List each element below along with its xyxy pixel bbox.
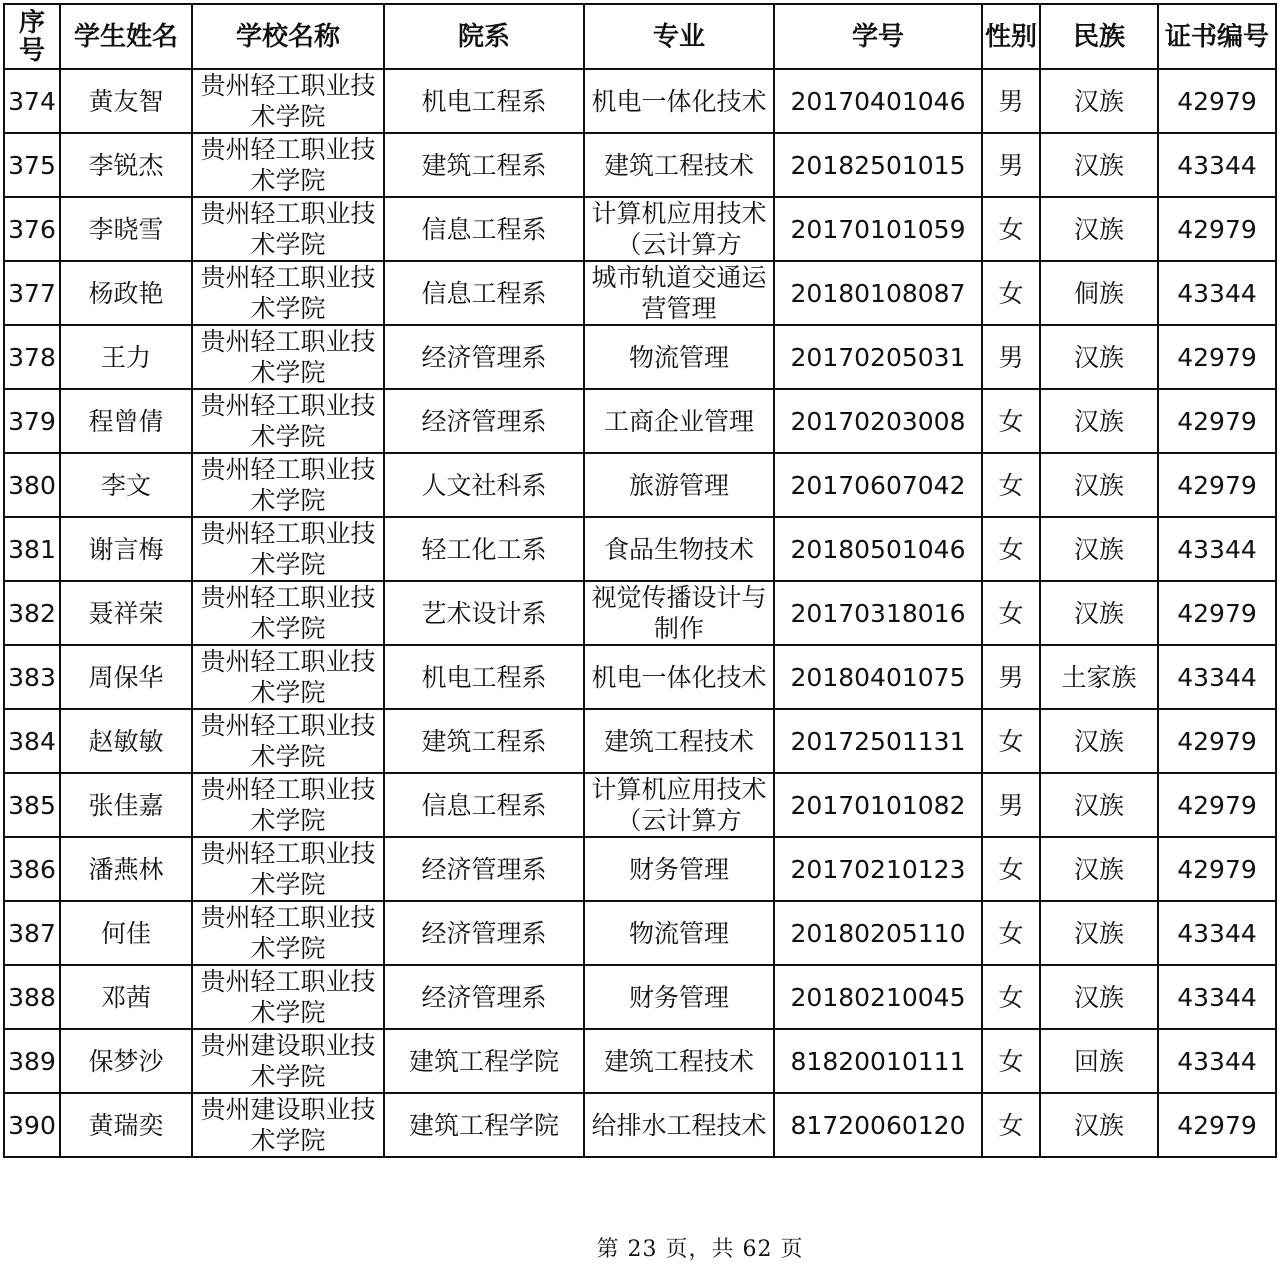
cell-name: 李锐杰	[60, 133, 192, 197]
cell-gender: 男	[982, 773, 1040, 837]
cell-major	[584, 197, 774, 261]
cell-department: 经济管理系	[384, 965, 584, 1029]
cell-name: 王力	[60, 325, 192, 389]
cell-ethnicity: 汉族	[1040, 773, 1158, 837]
cell-name: 李晓雪	[60, 197, 192, 261]
cell-school-text: 贵州轻工职业技术学院	[200, 647, 376, 707]
header-department: 院系	[384, 4, 584, 69]
cell-ethnicity: 汉族	[1040, 389, 1158, 453]
cell-department: 经济管理系	[384, 837, 584, 901]
cell-department: 经济管理系	[384, 325, 584, 389]
cell-gender: 男	[982, 645, 1040, 709]
cell-ethnicity: 汉族	[1040, 1093, 1158, 1157]
cell-major	[584, 453, 774, 517]
cell-student-id: 20182501015	[774, 133, 982, 197]
table-row	[4, 389, 1276, 453]
cell-major	[584, 901, 774, 965]
cell-name: 赵敏敏	[60, 709, 192, 773]
cell-department: 建筑工程系	[384, 709, 584, 773]
cell-major-text: 建筑工程技术	[603, 726, 754, 756]
cell-certificate: 42979	[1158, 581, 1276, 645]
cell-major	[584, 709, 774, 773]
cell-major	[584, 261, 774, 325]
cell-gender: 女	[982, 1029, 1040, 1093]
table-row	[4, 69, 1276, 133]
table-row	[4, 197, 1276, 261]
cell-ethnicity: 汉族	[1040, 69, 1158, 133]
cell-department: 信息工程系	[384, 197, 584, 261]
cell-department: 信息工程系	[384, 261, 584, 325]
cell-certificate: 42979	[1158, 709, 1276, 773]
cell-department: 经济管理系	[384, 389, 584, 453]
cell-school	[192, 389, 384, 453]
cell-student-id: 20180205110	[774, 901, 982, 965]
cell-gender: 女	[982, 453, 1040, 517]
cell-school	[192, 581, 384, 645]
cell-name: 聂祥荣	[60, 581, 192, 645]
cell-school	[192, 773, 384, 837]
cell-certificate: 42979	[1158, 1093, 1276, 1157]
cell-certificate: 42979	[1158, 325, 1276, 389]
cell-major-text: 食品生物技术	[603, 534, 754, 564]
cell-student-id: 20180501046	[774, 517, 982, 581]
header-ethnicity: 民族	[1040, 4, 1158, 69]
cell-certificate: 43344	[1158, 1029, 1276, 1093]
cell-school	[192, 645, 384, 709]
cell-ethnicity: 汉族	[1040, 325, 1158, 389]
cell-major-text: 计算机应用技术（云计算方	[591, 199, 767, 259]
cell-major-text: 机电一体化技术	[591, 86, 767, 116]
cell-gender: 女	[982, 901, 1040, 965]
table-row	[4, 837, 1276, 901]
table-row	[4, 453, 1276, 517]
cell-major-text: 物流管理	[628, 342, 729, 372]
cell-student-id: 20170203008	[774, 389, 982, 453]
cell-gender: 女	[982, 1093, 1040, 1157]
cell-ethnicity: 汉族	[1040, 517, 1158, 581]
cell-certificate: 42979	[1158, 453, 1276, 517]
cell-index: 389	[4, 1029, 60, 1093]
cell-department: 艺术设计系	[384, 581, 584, 645]
table-row	[4, 517, 1276, 581]
cell-department: 机电工程系	[384, 645, 584, 709]
cell-school-text: 贵州轻工职业技术学院	[200, 135, 376, 195]
cell-student-id: 20170401046	[774, 69, 982, 133]
table-row	[4, 1029, 1276, 1093]
cell-index: 390	[4, 1093, 60, 1157]
cell-student-id: 20172501131	[774, 709, 982, 773]
cell-certificate: 42979	[1158, 773, 1276, 837]
cell-school	[192, 1029, 384, 1093]
cell-school	[192, 261, 384, 325]
table-body	[4, 69, 1276, 1157]
cell-department: 建筑工程学院	[384, 1093, 584, 1157]
header-student-id: 学号	[774, 4, 982, 69]
cell-major-text: 旅游管理	[628, 470, 729, 500]
cell-school-text: 贵州轻工职业技术学院	[200, 71, 376, 131]
cell-name: 李文	[60, 453, 192, 517]
cell-student-id: 20170607042	[774, 453, 982, 517]
header-certificate: 证书编号	[1158, 4, 1276, 69]
cell-department: 建筑工程学院	[384, 1029, 584, 1093]
cell-name: 周保华	[60, 645, 192, 709]
cell-gender: 女	[982, 965, 1040, 1029]
cell-name: 张佳嘉	[60, 773, 192, 837]
cell-ethnicity: 回族	[1040, 1029, 1158, 1093]
cell-school	[192, 453, 384, 517]
cell-major	[584, 517, 774, 581]
table-row	[4, 773, 1276, 837]
cell-major-text: 建筑工程技术	[603, 150, 754, 180]
cell-school	[192, 325, 384, 389]
cell-name: 谢言梅	[60, 517, 192, 581]
cell-student-id: 20180210045	[774, 965, 982, 1029]
header-index: 序号	[4, 4, 60, 69]
cell-major	[584, 1029, 774, 1093]
cell-index: 376	[4, 197, 60, 261]
cell-major	[584, 773, 774, 837]
cell-school	[192, 133, 384, 197]
cell-school-text: 贵州轻工职业技术学院	[200, 967, 376, 1027]
cell-certificate: 42979	[1158, 837, 1276, 901]
cell-school-text: 贵州轻工职业技术学院	[200, 391, 376, 451]
cell-gender: 女	[982, 261, 1040, 325]
cell-major-text: 视觉传播设计与制作	[591, 583, 767, 643]
cell-gender: 男	[982, 69, 1040, 133]
cell-major	[584, 389, 774, 453]
table-row	[4, 645, 1276, 709]
cell-certificate: 42979	[1158, 69, 1276, 133]
cell-ethnicity: 汉族	[1040, 901, 1158, 965]
header-gender: 性别	[982, 4, 1040, 69]
cell-ethnicity: 侗族	[1040, 261, 1158, 325]
cell-certificate: 43344	[1158, 133, 1276, 197]
cell-major-text: 给排水工程技术	[591, 1110, 767, 1140]
cell-major	[584, 645, 774, 709]
cell-name: 黄友智	[60, 69, 192, 133]
header-major: 专业	[584, 4, 774, 69]
cell-major-text: 机电一体化技术	[591, 662, 767, 692]
cell-department: 轻工化工系	[384, 517, 584, 581]
cell-department: 建筑工程系	[384, 133, 584, 197]
cell-index: 380	[4, 453, 60, 517]
cell-ethnicity: 汉族	[1040, 709, 1158, 773]
cell-name: 黄瑞奕	[60, 1093, 192, 1157]
cell-major	[584, 837, 774, 901]
cell-major-text: 计算机应用技术（云计算方	[591, 775, 767, 835]
cell-index: 375	[4, 133, 60, 197]
table-row	[4, 261, 1276, 325]
cell-ethnicity: 汉族	[1040, 133, 1158, 197]
cell-major-text: 建筑工程技术	[603, 1046, 754, 1076]
cell-school-text: 贵州轻工职业技术学院	[200, 903, 376, 963]
cell-student-id: 20170210123	[774, 837, 982, 901]
cell-major-text: 财务管理	[628, 854, 729, 884]
cell-major	[584, 965, 774, 1029]
cell-student-id: 81720060120	[774, 1093, 982, 1157]
cell-school	[192, 517, 384, 581]
cell-student-id: 20170205031	[774, 325, 982, 389]
cell-school-text: 贵州轻工职业技术学院	[200, 199, 376, 259]
cell-major	[584, 1093, 774, 1157]
cell-index: 377	[4, 261, 60, 325]
cell-school	[192, 837, 384, 901]
table-row	[4, 1093, 1276, 1157]
cell-gender: 女	[982, 581, 1040, 645]
cell-major	[584, 581, 774, 645]
cell-certificate: 43344	[1158, 517, 1276, 581]
table-row	[4, 709, 1276, 773]
cell-school	[192, 965, 384, 1029]
table-row	[4, 965, 1276, 1029]
cell-school-text: 贵州轻工职业技术学院	[200, 519, 376, 579]
cell-index: 382	[4, 581, 60, 645]
table-row	[4, 581, 1276, 645]
cell-index: 386	[4, 837, 60, 901]
cell-index: 385	[4, 773, 60, 837]
cell-school	[192, 709, 384, 773]
cell-school-text: 贵州轻工职业技术学院	[200, 327, 376, 387]
cell-certificate: 42979	[1158, 197, 1276, 261]
cell-major-text: 工商企业管理	[603, 406, 754, 436]
cell-index: 374	[4, 69, 60, 133]
cell-name: 何佳	[60, 901, 192, 965]
cell-school-text: 贵州建设职业技术学院	[200, 1031, 376, 1091]
cell-ethnicity: 汉族	[1040, 197, 1158, 261]
cell-certificate: 42979	[1158, 389, 1276, 453]
cell-gender: 女	[982, 197, 1040, 261]
cell-school-text: 贵州轻工职业技术学院	[200, 839, 376, 899]
cell-major	[584, 69, 774, 133]
cell-ethnicity: 汉族	[1040, 837, 1158, 901]
cell-gender: 女	[982, 517, 1040, 581]
cell-gender: 女	[982, 837, 1040, 901]
table-header	[4, 4, 1276, 69]
cell-certificate: 43344	[1158, 645, 1276, 709]
cell-certificate: 43344	[1158, 901, 1276, 965]
table-row	[4, 133, 1276, 197]
cell-ethnicity: 汉族	[1040, 453, 1158, 517]
cell-department: 人文社科系	[384, 453, 584, 517]
cell-gender: 男	[982, 325, 1040, 389]
cell-gender: 男	[982, 133, 1040, 197]
cell-student-id: 20180108087	[774, 261, 982, 325]
cell-name: 保梦沙	[60, 1029, 192, 1093]
cell-student-id: 81820010111	[774, 1029, 982, 1093]
cell-school-text: 贵州轻工职业技术学院	[200, 775, 376, 835]
cell-gender: 女	[982, 709, 1040, 773]
cell-index: 388	[4, 965, 60, 1029]
header-school: 学校名称	[192, 4, 384, 69]
cell-index: 387	[4, 901, 60, 965]
cell-school	[192, 69, 384, 133]
cell-student-id: 20170101082	[774, 773, 982, 837]
cell-index: 378	[4, 325, 60, 389]
cell-name: 邓茜	[60, 965, 192, 1029]
cell-department: 信息工程系	[384, 773, 584, 837]
cell-student-id: 20170101059	[774, 197, 982, 261]
cell-student-id: 20170318016	[774, 581, 982, 645]
table-row	[4, 901, 1276, 965]
cell-department: 机电工程系	[384, 69, 584, 133]
cell-school-text: 贵州轻工职业技术学院	[200, 583, 376, 643]
cell-school-text: 贵州轻工职业技术学院	[200, 263, 376, 323]
cell-school-text: 贵州建设职业技术学院	[200, 1095, 376, 1155]
page-number: 第 23 页，共 62 页	[596, 1237, 804, 1262]
cell-gender: 女	[982, 389, 1040, 453]
cell-student-id: 20180401075	[774, 645, 982, 709]
header-row	[4, 4, 1276, 69]
cell-name: 程曾倩	[60, 389, 192, 453]
table-row	[4, 325, 1276, 389]
cell-index: 381	[4, 517, 60, 581]
cell-ethnicity: 土家族	[1040, 645, 1158, 709]
cell-school	[192, 901, 384, 965]
cell-certificate: 43344	[1158, 261, 1276, 325]
cell-school	[192, 197, 384, 261]
student-roster-table	[3, 3, 1277, 1158]
cell-index: 384	[4, 709, 60, 773]
cell-major-text: 城市轨道交通运营管理	[591, 263, 767, 323]
cell-major-text: 物流管理	[628, 918, 729, 948]
cell-name: 杨政艳	[60, 261, 192, 325]
cell-certificate: 43344	[1158, 965, 1276, 1029]
cell-ethnicity: 汉族	[1040, 581, 1158, 645]
cell-index: 379	[4, 389, 60, 453]
cell-major	[584, 133, 774, 197]
cell-index: 383	[4, 645, 60, 709]
cell-name: 潘燕林	[60, 837, 192, 901]
cell-school-text: 贵州轻工职业技术学院	[200, 711, 376, 771]
cell-major	[584, 325, 774, 389]
cell-major-text: 财务管理	[628, 982, 729, 1012]
cell-school	[192, 1093, 384, 1157]
header-name: 学生姓名	[60, 4, 192, 69]
cell-department: 经济管理系	[384, 901, 584, 965]
cell-school-text: 贵州轻工职业技术学院	[200, 455, 376, 515]
cell-ethnicity: 汉族	[1040, 965, 1158, 1029]
